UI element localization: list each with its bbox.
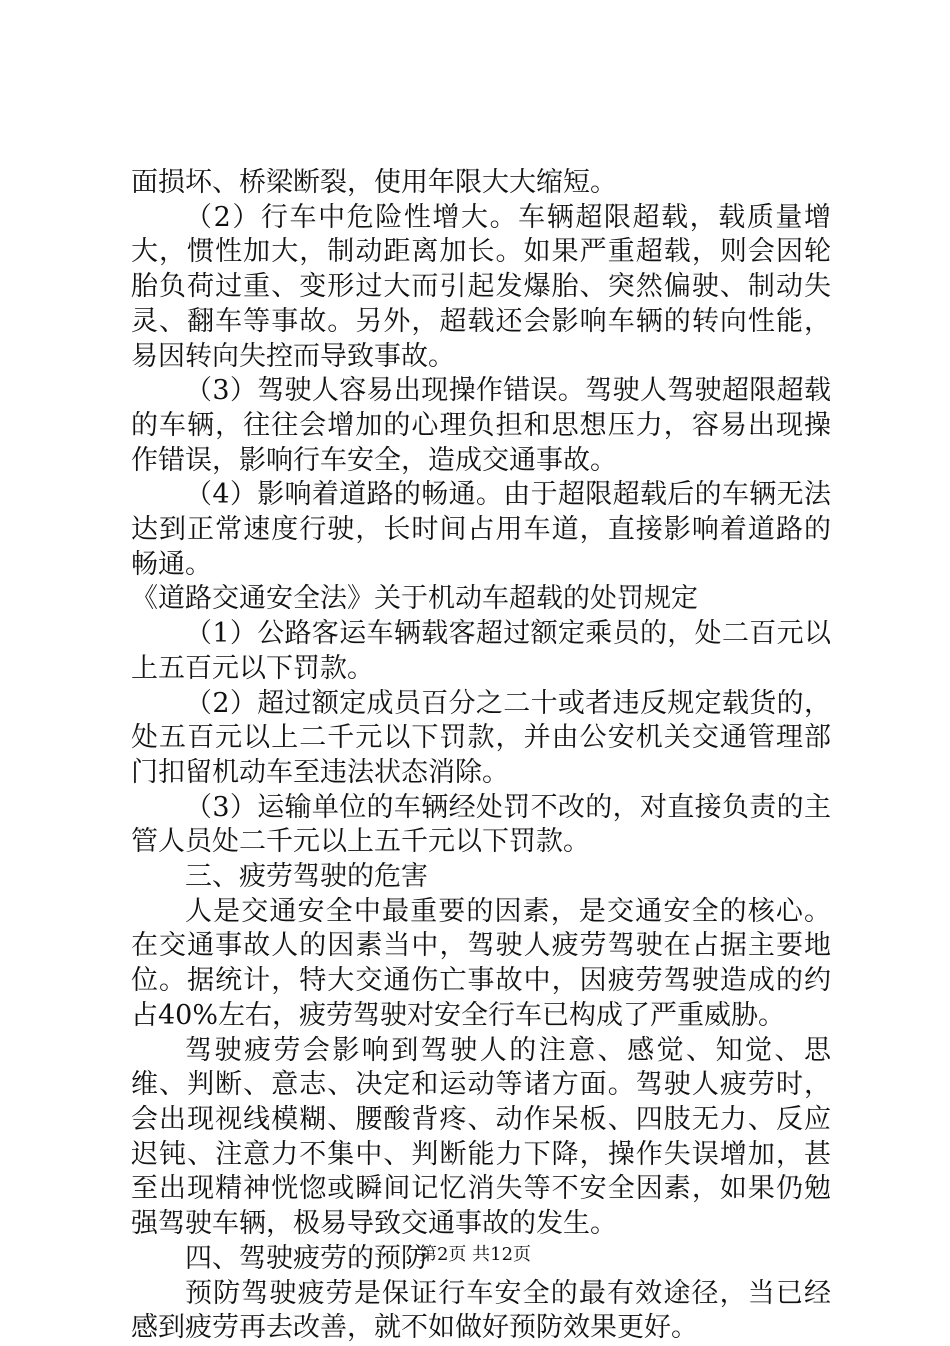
- document-body: [131, 166, 831, 1346]
- page-footer: 第2页 共12页: [418, 1244, 532, 1265]
- paragraph-penalty-2: （2）超过额定成员百分之二十或者违反规定载货的，处五百元以上二千元以下罚款，并由公安机关交通管理部门扣留机动车至违法状态消除。: [131, 687, 831, 788]
- paragraph-penalty-3: （3）运输单位的车辆经处罚不改的，对直接负责的主管人员处二千元以上五千元以下罚款。: [131, 791, 831, 858]
- paragraph-fatigue-effects: 驾驶疲劳会影响到驾驶人的注意、感觉、知觉、思维、判断、意志、决定和运动等诸方面。驾驶人疲劳时，会出现视线模糊、腰酸背疼、动作呆板、四肢无力、反应迟钝、注意力不集中、判断能力下降，操作失误增加，甚至出现精神恍惚或瞬间记忆消失等不安全因素，如果仍勉强驾驶车辆，极易导致交通事故的发生。: [131, 1034, 831, 1240]
- section-heading-penalty: 《道路交通安全法》关于机动车超载的处罚规定: [131, 583, 698, 615]
- paragraph-road-traffic: （4）影响着道路的畅通。由于超限超载后的车辆无法达到正常速度行驶，长时间占用车道，直接影响着道路的畅通。: [131, 479, 831, 580]
- paragraph-prevention: 预防驾驶疲劳是保证行车安全的最有效途径，当已经感到疲劳再去改善，就不如做好预防效果更好。: [131, 1277, 831, 1344]
- paragraph-human-factor: 人是交通安全中最重要的因素，是交通安全的核心。在交通事故人的因素当中，驾驶人疲劳驾驶在占据主要地位。据统计，特大交通伤亡事故中，因疲劳驾驶造成的约占40%左右，疲劳驾驶对安全行车已构成了严重威胁。: [131, 895, 831, 1031]
- paragraph-operation-error: （3）驾驶人容易出现操作错误。驾驶人驾驶超限超载的车辆，往往会增加的心理负担和思想压力，容易出现操作错误，影响行车安全，造成交通事故。: [131, 375, 831, 476]
- section-heading-fatigue-prevention: 四、驾驶疲劳的预防: [185, 1242, 428, 1274]
- paragraph-continuation: 面损坏、桥梁断裂，使用年限大大缩短。: [131, 167, 617, 198]
- paragraph-overload-danger: （2）行车中危险性增大。车辆超限超载，载质量增大，惯性加大，制动距离加长。如果严重超载，则会因轮胎负荷过重、变形过大而引起发爆胎、突然偏驶、制动失灵、翻车等事故。另外，超载还会影响车辆的转向性能，易因转向失控而导致事故。: [131, 201, 831, 372]
- section-heading-fatigue-harm: 三、疲劳驾驶的危害: [185, 861, 428, 893]
- paragraph-penalty-1: （1）公路客运车辆载客超过额定乘员的，处二百元以上五百元以下罚款。: [131, 618, 831, 684]
